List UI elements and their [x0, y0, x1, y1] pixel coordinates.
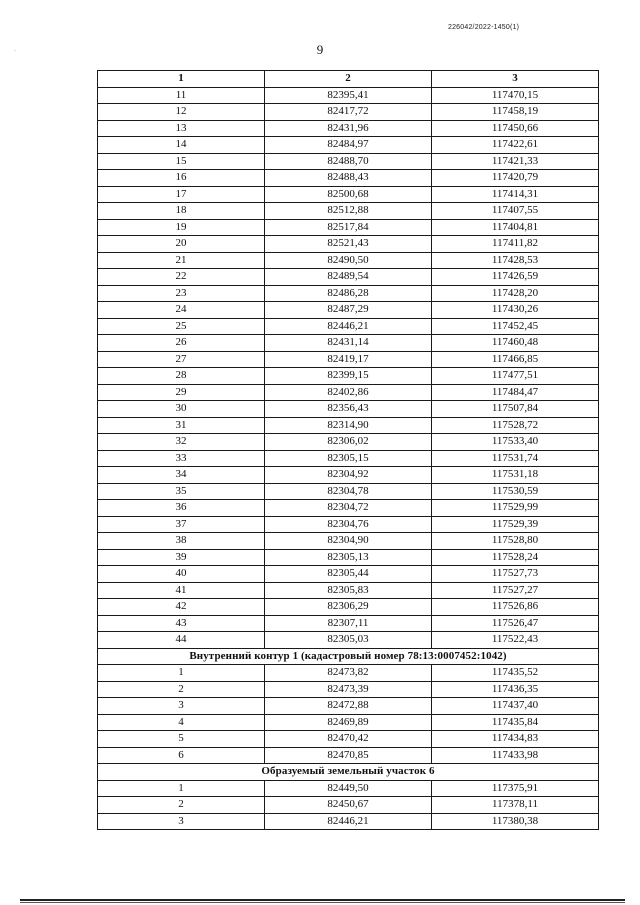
cell-y-coordinate: 117435,52 [432, 665, 599, 682]
section-title-land-plot: Образуемый земельный участок 6 [98, 764, 599, 781]
table-row [98, 549, 599, 566]
cell-x-coordinate: 82473,82 [265, 665, 432, 682]
cell-y-coordinate: 117430,26 [432, 302, 599, 319]
header-row [98, 71, 599, 88]
cell-point-number: 2 [98, 797, 265, 814]
cell-y-coordinate: 117437,40 [432, 698, 599, 715]
cell-x-coordinate: 82470,85 [265, 747, 432, 764]
cell-y-coordinate: 117404,81 [432, 219, 599, 236]
cell-y-coordinate: 117426,59 [432, 269, 599, 286]
table-row [98, 170, 599, 187]
cell-x-coordinate: 82521,43 [265, 236, 432, 253]
section-title-inner-contour: Внутренний контур 1 (кадастровый номер 78:13:0007452:1042) [98, 648, 599, 665]
cell-point-number: 2 [98, 681, 265, 698]
table-row [98, 582, 599, 599]
cell-y-coordinate: 117435,84 [432, 714, 599, 731]
cell-x-coordinate: 82304,92 [265, 467, 432, 484]
coordinates-table [97, 70, 599, 830]
cell-y-coordinate: 117528,72 [432, 417, 599, 434]
cell-point-number: 21 [98, 252, 265, 269]
table-row [98, 285, 599, 302]
footer-rule-thin [20, 902, 625, 903]
cell-y-coordinate: 117531,74 [432, 450, 599, 467]
cell-point-number: 31 [98, 417, 265, 434]
cell-y-coordinate: 117378,11 [432, 797, 599, 814]
cell-point-number: 16 [98, 170, 265, 187]
cell-x-coordinate: 82500,68 [265, 186, 432, 203]
cell-y-coordinate: 117477,51 [432, 368, 599, 385]
cell-point-number: 20 [98, 236, 265, 253]
cell-point-number: 3 [98, 813, 265, 830]
cell-point-number: 1 [98, 665, 265, 682]
cell-y-coordinate: 117452,45 [432, 318, 599, 335]
cell-point-number: 32 [98, 434, 265, 451]
cell-y-coordinate: 117526,47 [432, 615, 599, 632]
table-row [98, 615, 599, 632]
cell-y-coordinate: 117436,35 [432, 681, 599, 698]
cell-x-coordinate: 82304,78 [265, 483, 432, 500]
table-row [98, 120, 599, 137]
header-y-coordinate: 3 [432, 71, 599, 88]
cell-y-coordinate: 117422,61 [432, 137, 599, 154]
cell-point-number: 40 [98, 566, 265, 583]
cell-x-coordinate: 82419,17 [265, 351, 432, 368]
table-row [98, 186, 599, 203]
table-row [98, 137, 599, 154]
cell-point-number: 42 [98, 599, 265, 616]
table-row [98, 714, 599, 731]
cell-point-number: 6 [98, 747, 265, 764]
cell-y-coordinate: 117522,43 [432, 632, 599, 649]
cell-x-coordinate: 82417,72 [265, 104, 432, 121]
cell-x-coordinate: 82399,15 [265, 368, 432, 385]
cell-y-coordinate: 117421,33 [432, 153, 599, 170]
cell-x-coordinate: 82306,02 [265, 434, 432, 451]
cell-x-coordinate: 82472,88 [265, 698, 432, 715]
cell-point-number: 15 [98, 153, 265, 170]
table-row [98, 797, 599, 814]
cell-x-coordinate: 82304,72 [265, 500, 432, 517]
inner-contour-rows [98, 665, 599, 764]
land-plot-rows [98, 780, 599, 830]
table-row [98, 500, 599, 517]
cell-x-coordinate: 82305,83 [265, 582, 432, 599]
cell-x-coordinate: 82490,50 [265, 252, 432, 269]
cell-x-coordinate: 82487,29 [265, 302, 432, 319]
cell-y-coordinate: 117375,91 [432, 780, 599, 797]
cell-x-coordinate: 82402,86 [265, 384, 432, 401]
cell-y-coordinate: 117527,27 [432, 582, 599, 599]
cell-y-coordinate: 117428,53 [432, 252, 599, 269]
main-contour-rows [98, 87, 599, 648]
header-x-coordinate: 2 [265, 71, 432, 88]
cell-x-coordinate: 82484,97 [265, 137, 432, 154]
cell-y-coordinate: 117458,19 [432, 104, 599, 121]
footer-rule [20, 899, 625, 901]
table-row [98, 681, 599, 698]
table-row [98, 483, 599, 500]
cell-point-number: 17 [98, 186, 265, 203]
cell-x-coordinate: 82469,89 [265, 714, 432, 731]
cell-y-coordinate: 117531,18 [432, 467, 599, 484]
cell-point-number: 34 [98, 467, 265, 484]
section-inner-contour [98, 648, 599, 665]
cell-x-coordinate: 82305,44 [265, 566, 432, 583]
cell-point-number: 23 [98, 285, 265, 302]
cell-point-number: 37 [98, 516, 265, 533]
cell-point-number: 28 [98, 368, 265, 385]
table-row [98, 203, 599, 220]
cell-point-number: 25 [98, 318, 265, 335]
cell-point-number: 36 [98, 500, 265, 517]
cell-y-coordinate: 117527,73 [432, 566, 599, 583]
section-land-plot [98, 764, 599, 781]
header-point-number: 1 [98, 71, 265, 88]
table-row [98, 104, 599, 121]
cell-y-coordinate: 117507,84 [432, 401, 599, 418]
table-row [98, 318, 599, 335]
cell-point-number: 3 [98, 698, 265, 715]
table-row [98, 87, 599, 104]
cell-y-coordinate: 117470,15 [432, 87, 599, 104]
cell-y-coordinate: 117411,82 [432, 236, 599, 253]
cell-y-coordinate: 117466,85 [432, 351, 599, 368]
cell-point-number: 1 [98, 780, 265, 797]
cell-point-number: 22 [98, 269, 265, 286]
cell-y-coordinate: 117407,55 [432, 203, 599, 220]
table-row [98, 698, 599, 715]
cell-x-coordinate: 82486,28 [265, 285, 432, 302]
table-row [98, 252, 599, 269]
table-row [98, 731, 599, 748]
cell-x-coordinate: 82306,29 [265, 599, 432, 616]
cell-point-number: 41 [98, 582, 265, 599]
table-row [98, 599, 599, 616]
cell-point-number: 30 [98, 401, 265, 418]
cell-point-number: 12 [98, 104, 265, 121]
table-row [98, 813, 599, 830]
cell-x-coordinate: 82446,21 [265, 318, 432, 335]
table-row [98, 747, 599, 764]
cell-x-coordinate: 82446,21 [265, 813, 432, 830]
cell-y-coordinate: 117533,40 [432, 434, 599, 451]
cell-point-number: 35 [98, 483, 265, 500]
table-row [98, 434, 599, 451]
table-row [98, 566, 599, 583]
table-row [98, 632, 599, 649]
cell-x-coordinate: 82431,14 [265, 335, 432, 352]
cell-y-coordinate: 117528,24 [432, 549, 599, 566]
cell-point-number: 39 [98, 549, 265, 566]
cell-x-coordinate: 82304,90 [265, 533, 432, 550]
cell-y-coordinate: 117450,66 [432, 120, 599, 137]
cell-point-number: 29 [98, 384, 265, 401]
margin-mark: · [14, 48, 16, 54]
cell-point-number: 44 [98, 632, 265, 649]
table-row [98, 533, 599, 550]
cell-point-number: 13 [98, 120, 265, 137]
cell-point-number: 43 [98, 615, 265, 632]
cell-x-coordinate: 82450,67 [265, 797, 432, 814]
table-row [98, 236, 599, 253]
cell-y-coordinate: 117484,47 [432, 384, 599, 401]
cell-x-coordinate: 82470,42 [265, 731, 432, 748]
table-row [98, 417, 599, 434]
table-row [98, 368, 599, 385]
cell-point-number: 11 [98, 87, 265, 104]
cell-y-coordinate: 117380,38 [432, 813, 599, 830]
cell-y-coordinate: 117528,80 [432, 533, 599, 550]
cell-x-coordinate: 82431,96 [265, 120, 432, 137]
cell-point-number: 24 [98, 302, 265, 319]
table-row [98, 302, 599, 319]
table-row [98, 516, 599, 533]
cell-x-coordinate: 82314,90 [265, 417, 432, 434]
table-row [98, 467, 599, 484]
cell-x-coordinate: 82488,70 [265, 153, 432, 170]
table-row [98, 219, 599, 236]
cell-x-coordinate: 82473,39 [265, 681, 432, 698]
cell-y-coordinate: 117434,83 [432, 731, 599, 748]
table-row [98, 269, 599, 286]
table-header [98, 71, 599, 88]
cell-y-coordinate: 117433,98 [432, 747, 599, 764]
cell-y-coordinate: 117529,39 [432, 516, 599, 533]
cell-point-number: 18 [98, 203, 265, 220]
cell-x-coordinate: 82356,43 [265, 401, 432, 418]
cell-point-number: 5 [98, 731, 265, 748]
table-row [98, 450, 599, 467]
cell-y-coordinate: 117428,20 [432, 285, 599, 302]
cell-y-coordinate: 117530,59 [432, 483, 599, 500]
cell-y-coordinate: 117526,86 [432, 599, 599, 616]
cell-x-coordinate: 82512,88 [265, 203, 432, 220]
cell-point-number: 27 [98, 351, 265, 368]
cell-x-coordinate: 82488,43 [265, 170, 432, 187]
cell-point-number: 26 [98, 335, 265, 352]
table-row [98, 401, 599, 418]
table-row [98, 780, 599, 797]
page-number: 9 [316, 42, 324, 57]
table-row [98, 335, 599, 352]
cell-x-coordinate: 82304,76 [265, 516, 432, 533]
table-row [98, 351, 599, 368]
cell-point-number: 38 [98, 533, 265, 550]
cell-y-coordinate: 117529,99 [432, 500, 599, 517]
cell-x-coordinate: 82517,84 [265, 219, 432, 236]
cell-x-coordinate: 82307,11 [265, 615, 432, 632]
cell-point-number: 19 [98, 219, 265, 236]
cell-point-number: 4 [98, 714, 265, 731]
table-row [98, 153, 599, 170]
cell-x-coordinate: 82305,13 [265, 549, 432, 566]
table-row [98, 384, 599, 401]
cell-x-coordinate: 82449,50 [265, 780, 432, 797]
cell-y-coordinate: 117414,31 [432, 186, 599, 203]
document-id: 226042/2022-1450(1) [448, 24, 520, 31]
cell-y-coordinate: 117460,48 [432, 335, 599, 352]
cell-x-coordinate: 82305,15 [265, 450, 432, 467]
table-row [98, 665, 599, 682]
cell-y-coordinate: 117420,79 [432, 170, 599, 187]
cell-x-coordinate: 82305,03 [265, 632, 432, 649]
cell-point-number: 33 [98, 450, 265, 467]
section-row [98, 648, 599, 665]
section-row [98, 764, 599, 781]
cell-x-coordinate: 82489,54 [265, 269, 432, 286]
cell-point-number: 14 [98, 137, 265, 154]
cell-x-coordinate: 82395,41 [265, 87, 432, 104]
